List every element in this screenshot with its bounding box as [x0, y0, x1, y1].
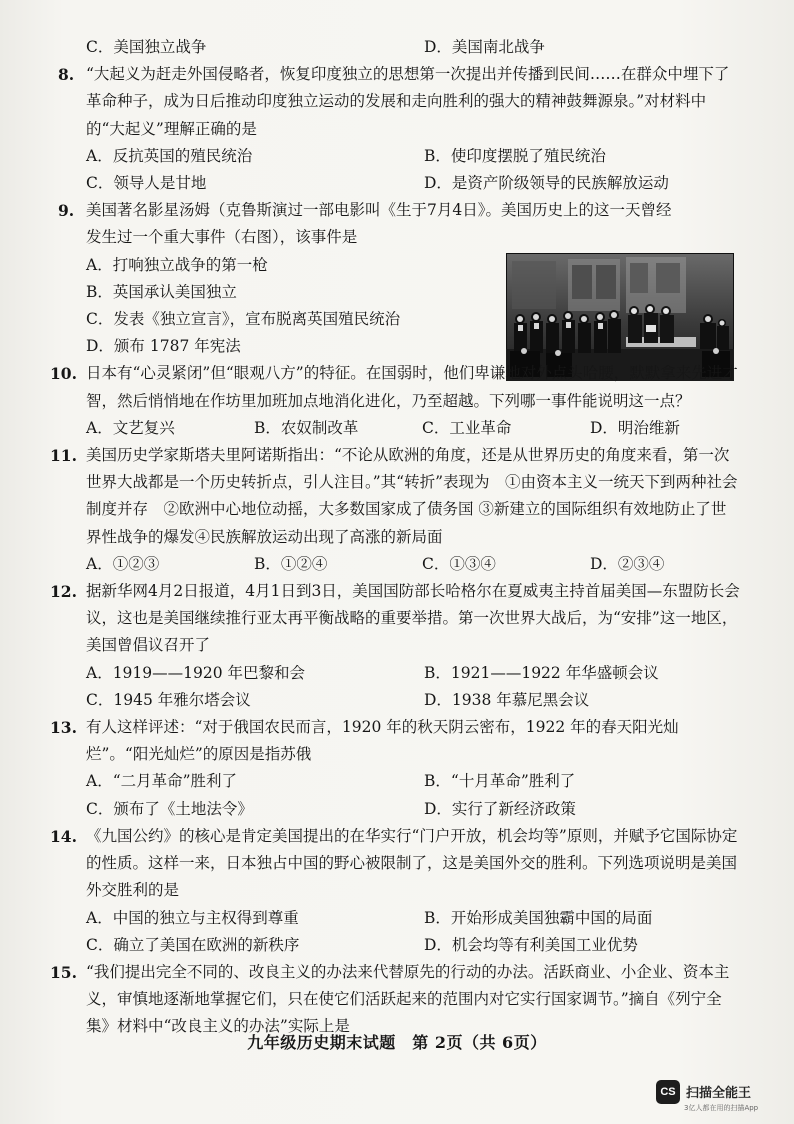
question-stem: 据新华网4月2日报道，4月1日到3日，美国国防部长哈格尔在夏威夷主持首届美国—东盟防长会议，这也是美国继续推行亚太再平衡战略的重要举措。第一次世界大战后，为“安排”这一地区，美国曾倡议召开了	[86, 582, 740, 655]
q13-option-c: C．颁布了《土地法令》	[86, 799, 253, 818]
question-number: 15.	[50, 962, 77, 982]
q14-option-a: A．中国的独立与主权得到尊重	[86, 908, 299, 927]
question-number: 11.	[50, 446, 77, 466]
q12-option-a: A．1919——1920 年巴黎和会	[86, 663, 306, 682]
question-10	[50, 360, 740, 414]
q9-option-a: A．打响独立战争的第一枪	[86, 255, 268, 274]
watermark-app-name: 扫描全能王	[686, 1086, 752, 1101]
question-13	[50, 714, 740, 768]
question-number: 10.	[50, 364, 77, 384]
question-12	[50, 578, 740, 660]
q10-option-a: A．文艺复兴	[86, 418, 175, 437]
q10-options	[50, 415, 740, 442]
q9-option-b: B．英国承认美国独立	[86, 282, 237, 301]
q12-option-c: C．1945 年雅尔塔会议	[86, 690, 251, 709]
q7-options	[50, 34, 740, 61]
page-footer: 九年级历史期末试题 第 2页（共 6页）	[247, 1033, 547, 1052]
question-stem: “我们提出完全不同的、改良主义的办法来代替原先的行动的办法。活跃商业、小企业、资本主义，审慎地逐渐地掌握它们，只在使它们活跃起来的范围内对它实行国家调节。”摘自《列宁全集》材料中“改良主义的办法”实际上是	[86, 962, 730, 1036]
q8-options	[50, 143, 740, 197]
q10-option-d: D．明治维新	[590, 418, 680, 437]
question-stem: 日本有“心灵紧闭”但“眼观八方”的特征。在国弱时，他们卑谦地对外点头哈腰，默默拿来先进才智，然后悄悄地在作坊里加班加点地消化进化，乃至超越。下列哪一事件能说明这一点？	[86, 364, 738, 410]
question-list	[50, 34, 740, 1041]
q13-option-d: D．实行了新经济政策	[424, 799, 576, 818]
q13-options	[50, 768, 740, 822]
camscanner-logo-icon: CS	[656, 1080, 680, 1104]
question-9	[50, 197, 740, 251]
q13-option-a: A．“二月革命”胜利了	[86, 772, 238, 791]
watermark-tagline: 3亿人都在用的扫描App	[684, 1104, 759, 1112]
question-stem: 美国历史学家斯塔夫里阿诺斯指出：“不论从欧洲的角度，还是从世界历史的角度来看，第一次世界大战都是一个历史转折点，引人注目。”其“转折”表现为 ①由资本主义一统天下到两种社会制度并存 ②欧洲中心地位动摇，大多数国家成了债务国 ③新建立的国际组织有效地防止了世界性战争的爆发④民族解放运动出现了高涨的新局面	[86, 446, 738, 546]
q8-option-d: D．是资产阶级领导的民族解放运动	[424, 174, 669, 193]
question-number: 13.	[50, 718, 77, 738]
q14-options	[50, 905, 740, 959]
q12-option-b: B．1921——1922 年华盛顿会议	[424, 663, 659, 682]
question-stem: “大起义为赶走外国侵略者，恢复印度独立的思想第一次提出并传播到民间……在群众中埋下了革命种子，成为日后推动印度独立运动的发展和走向胜利的强大的精神鼓舞源泉。”对材料中的“大起义”理解正确的是	[86, 65, 730, 138]
question-number: 9.	[58, 201, 75, 221]
scanner-watermark	[656, 1078, 786, 1118]
question-15	[50, 959, 740, 1041]
q14-option-b: B．开始形成美国独霸中国的局面	[424, 908, 653, 927]
q11-option-c: C．①③④	[422, 554, 496, 573]
q7-option-d: D．美国南北战争	[424, 38, 545, 56]
q11-options	[50, 551, 740, 578]
question-stem-line-1: 美国著名影星汤姆（克鲁斯演过一部电影叫《生于7月4日》。美国历史上的这一天曾经	[86, 201, 672, 220]
q9-option-c: C．发表《独立宣言》，宣布脱离英国殖民统治	[86, 310, 401, 329]
q12-options	[50, 660, 740, 714]
question-number: 8.	[58, 65, 75, 85]
q7-option-c: C．美国独立战争	[86, 38, 207, 56]
q13-option-b: B．“十月革命”胜利了	[424, 772, 576, 791]
question-9-block	[50, 197, 740, 360]
q8-option-b: B．使印度摆脱了殖民统治	[424, 146, 606, 165]
q14-option-c: C．确立了美国在欧洲的新秩序	[86, 935, 300, 954]
q11-option-b: B．①②④	[254, 554, 328, 573]
question-number: 12.	[50, 582, 77, 602]
q11-option-a: A．①②③	[86, 554, 160, 573]
question-11	[50, 442, 740, 551]
q10-option-b: B．农奴制改革	[254, 418, 359, 437]
question-number: 14.	[50, 826, 77, 846]
question-stem: 《九国公约》的核心是肯定美国提出的在华实行“门户开放，机会均等”原则，并赋予它国际协定的性质。这样一来，日本独占中国的野心被限制了，这是美国外交的胜利。下列选项说明是美国外交胜利的是	[86, 826, 738, 900]
question-8	[50, 61, 740, 143]
q11-option-d: D．②③④	[590, 554, 665, 573]
q14-option-d: D．机会均等有利美国工业优势	[424, 935, 638, 954]
question-stem-line-2: 发生过一个重大事件（右图），该事件是	[86, 228, 358, 247]
q10-option-c: C．工业革命	[422, 418, 512, 437]
q9-option-d: D．颁布 1787 年宪法	[86, 337, 241, 356]
q12-option-d: D．1938 年慕尼黑会议	[424, 690, 590, 709]
q8-option-a: A．反抗英国的殖民统治	[86, 146, 253, 165]
question-stem: 有人这样评述：“对于俄国农民而言，1920 年的秋天阴云密布，1922 年的春天阳光灿烂”。“阳光灿烂”的原因是指苏俄	[86, 718, 679, 764]
question-14	[50, 823, 740, 905]
q8-option-c: C．领导人是甘地	[86, 174, 207, 193]
